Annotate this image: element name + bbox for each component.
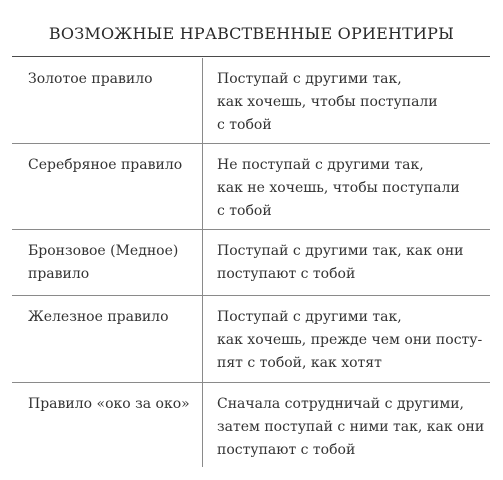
table-row [12, 296, 490, 383]
rule-description-line: как хочешь, чтобы поступали [217, 94, 438, 110]
rule-name-line: Железное правило [28, 309, 169, 325]
table-row [12, 383, 490, 467]
rule-description-cell [202, 58, 490, 143]
rule-description-line: поступают с тобой [217, 442, 356, 458]
rule-name-line: Серебряное правило [28, 157, 183, 173]
rule-name-cell [12, 58, 202, 143]
rule-description-line: как хочешь, прежде чем они посту- [217, 332, 483, 348]
rule-description-line: как не хочешь, чтобы поступали [217, 180, 460, 196]
rule-description-line: с тобой [217, 203, 272, 219]
rule-description-line: с тобой [217, 117, 272, 133]
rule-description-cell [202, 296, 490, 382]
rule-name-cell [12, 296, 202, 382]
rule-description-cell [202, 383, 490, 467]
table-title: ВОЗМОЖНЫЕ НРАВСТВЕННЫЕ ОРИЕНТИРЫ [48, 24, 455, 43]
rule-description-line: пят с тобой, как хотят [217, 355, 382, 371]
rule-name-line: правило [28, 266, 90, 282]
table-row [12, 230, 490, 296]
rule-name-cell [12, 230, 202, 295]
rules-table [12, 58, 490, 467]
rule-name-line: Правило «око за око» [28, 396, 190, 412]
rule-description-cell [202, 144, 490, 229]
table-row [12, 58, 490, 144]
rule-name-line: Бронзовое (Медное) [28, 243, 179, 259]
rule-description-line: Поступай с другими так, [217, 71, 402, 87]
rule-description-line: Поступай с другими так, как они [217, 243, 464, 259]
rule-description-line: Поступай с другими так, [217, 309, 402, 325]
rule-name-cell [12, 383, 202, 467]
table-row [12, 144, 490, 230]
rule-description-line: поступают с тобой [217, 266, 356, 282]
rule-description-line: затем поступай с ними так, как они [217, 419, 485, 435]
table-top-rule [12, 56, 490, 57]
rule-description-line: Не поступай с другими так, [217, 157, 424, 173]
rule-description-cell [202, 230, 490, 295]
rule-name-line: Золотое правило [28, 71, 153, 87]
rule-description-line: Сначала сотрудничай с другими, [217, 396, 465, 412]
rule-name-cell [12, 144, 202, 229]
